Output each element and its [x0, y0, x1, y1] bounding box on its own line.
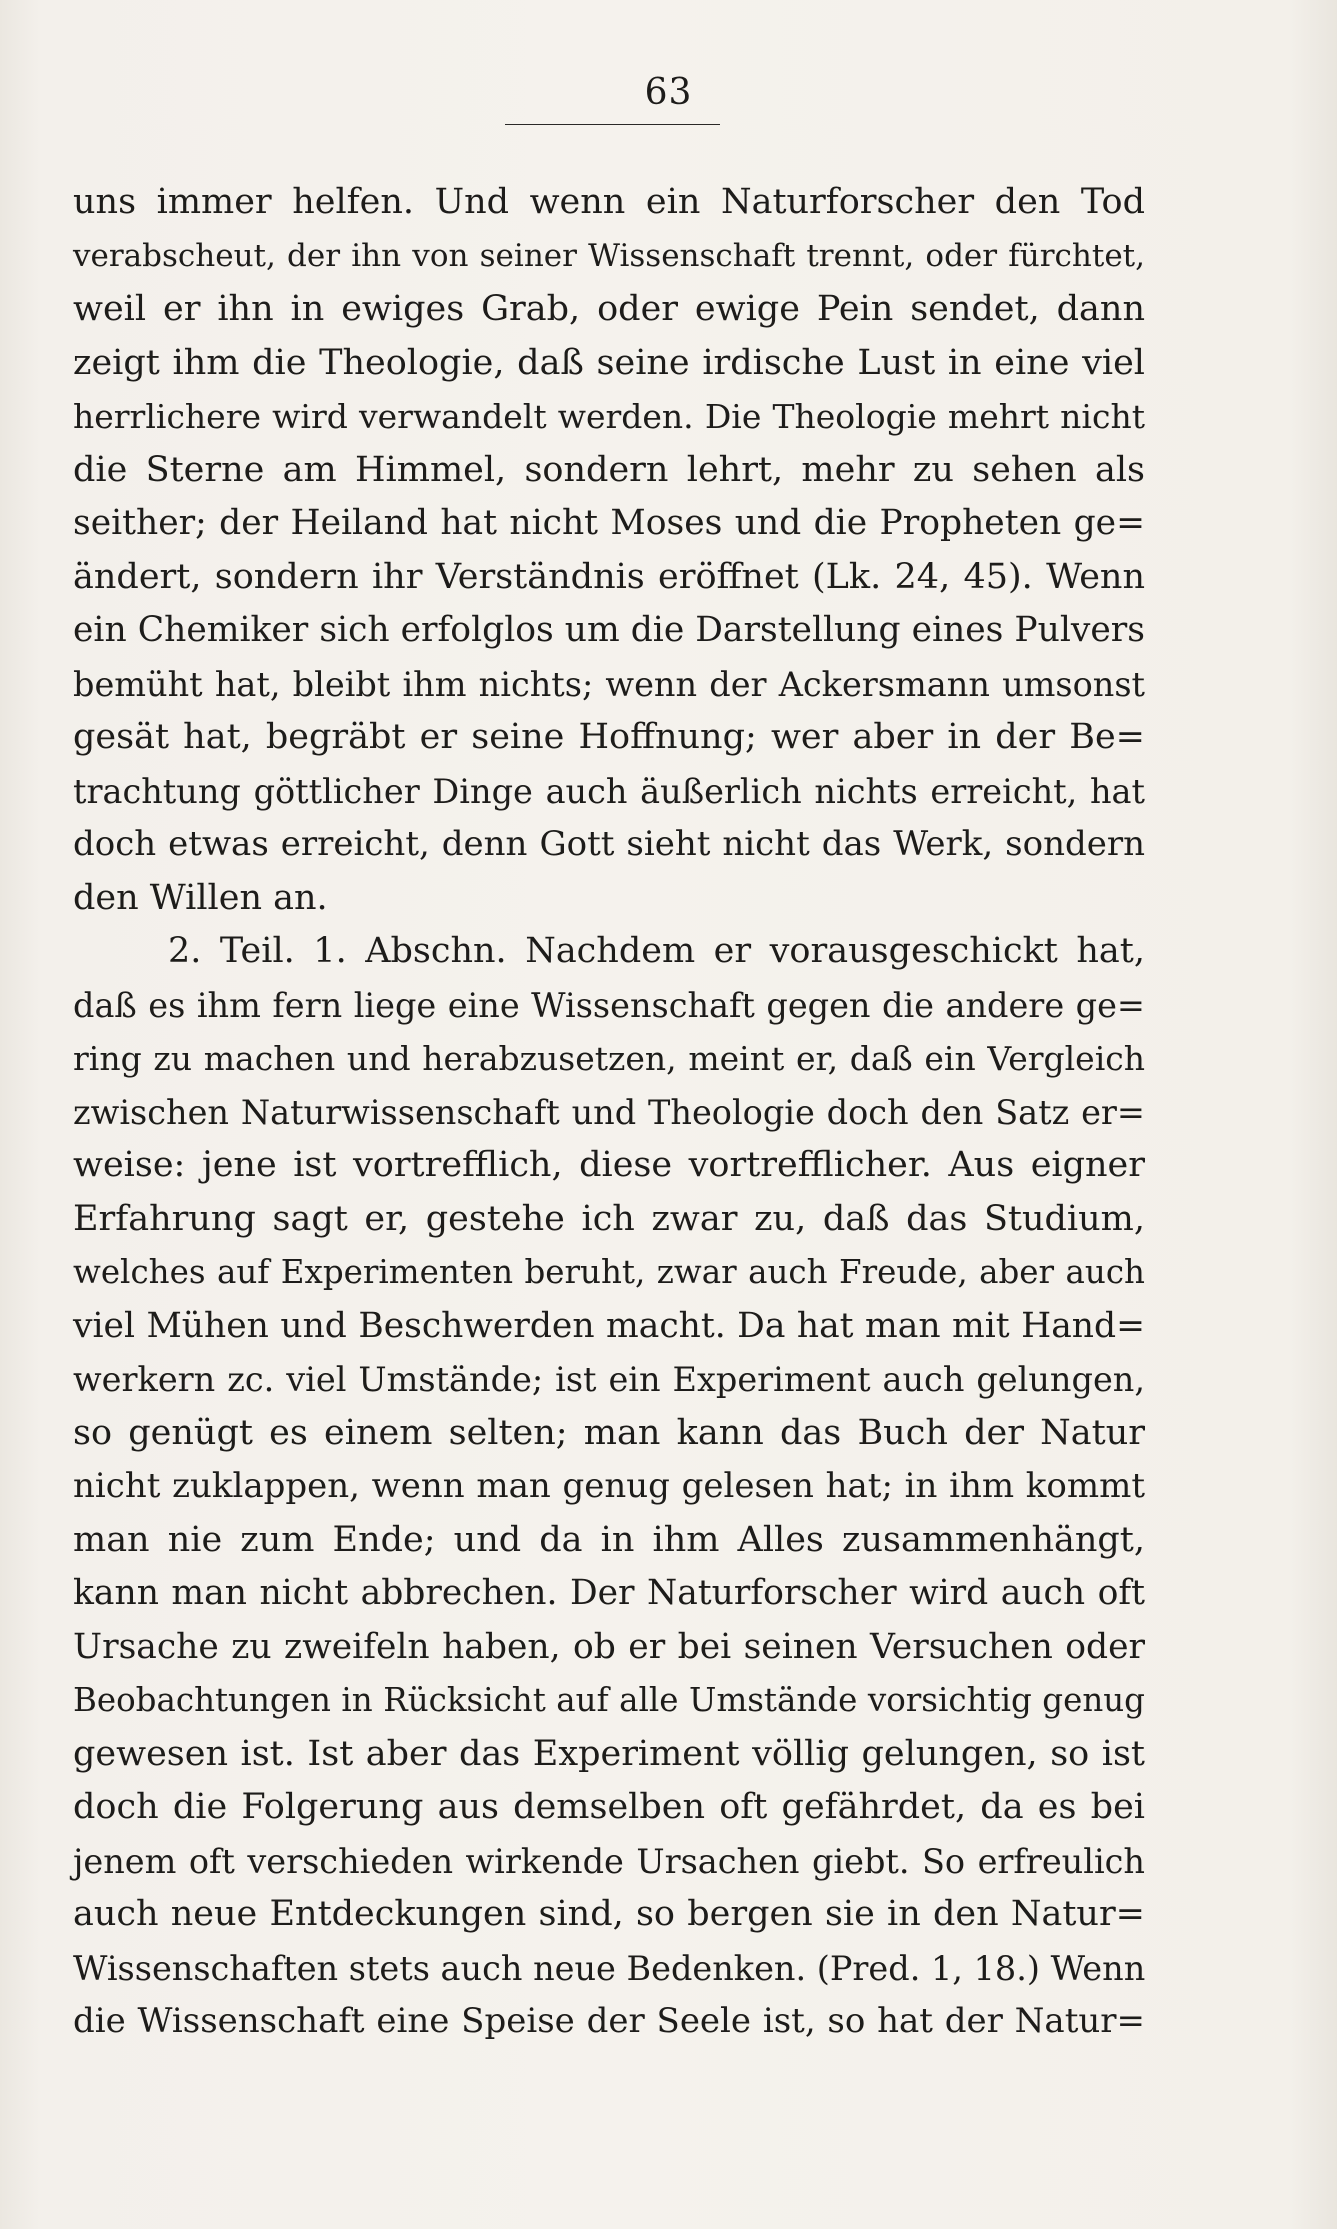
- text-line: ring zu machen und herabzusetzen, meint er, daß ein Vergleich: [73, 1039, 1145, 1078]
- text-line: jenem oft verschieden wirkende Ursachen giebt. So erfreulich: [73, 1841, 1145, 1881]
- text-line: zeigt ihm die Theologie, daß seine irdische Lust in eine viel: [73, 342, 1145, 383]
- text-line: man nie zum Ende; und da in ihm Alles zusammenhängt,: [73, 1519, 1145, 1560]
- text-line: so genügt es einem selten; man kann das Buch der Natur: [73, 1412, 1145, 1453]
- text-line: zwischen Naturwissenschaft und Theologie doch den Satz er=: [73, 1092, 1145, 1132]
- text-line: daß es ihm fern liege eine Wissenschaft gegen die andere ge=: [73, 985, 1145, 1025]
- paragraph-end-line: den Willen an.: [73, 877, 328, 918]
- text-line: Beobachtungen in Rücksicht auf alle Umstände vorsichtig genug: [73, 1681, 1145, 1719]
- text-line: verabscheut, der ihn von seiner Wissenschaft trennt, oder fürchtet,: [73, 237, 1145, 274]
- text-line: die Sterne am Himmel, sondern lehrt, mehr zu sehen als: [73, 449, 1145, 490]
- text-line: welches auf Experimenten beruht, zwar auch Freude, aber auch: [73, 1253, 1145, 1291]
- text-line: weise: jene ist vortrefflich, diese vortrefflicher. Aus eigner: [73, 1145, 1145, 1185]
- text-line: seither; der Heiland hat nicht Moses und die Propheten ge=: [73, 503, 1145, 543]
- text-line: Erfahrung sagt er, gestehe ich zwar zu, daß das Studium,: [73, 1198, 1145, 1239]
- text-line: viel Mühen und Beschwerden macht. Da hat man mit Hand=: [73, 1305, 1145, 1346]
- text-line: ein Chemiker sich erfolglos um die Darstellung eines Pulvers: [73, 610, 1145, 650]
- text-line: Ursache zu zweifeln haben, ob er bei seinen Versuchen oder: [73, 1626, 1145, 1667]
- text-line: nicht zuklappen, wenn man genug gelesen hat; in ihm kommt: [73, 1466, 1145, 1506]
- text-line: werkern zc. viel Umstände; ist ein Experiment auch gelungen,: [73, 1360, 1145, 1399]
- body-text: [73, 176, 1145, 2049]
- text-line: weil er ihn in ewiges Grab, oder ewige Pein sendet, dann: [73, 289, 1145, 329]
- text-line: kann man nicht abbrechen. Der Naturforscher wird auch oft: [73, 1573, 1145, 1613]
- text-line: ändert, sondern ihr Verständnis eröffnet (Lk. 24, 45). Wenn: [73, 556, 1145, 597]
- page-number: 63: [644, 72, 693, 113]
- section-heading-line: 2. Teil. 1. Abschn. Nachdem er vorausgeschickt hat,: [168, 931, 1145, 971]
- text-line: trachtung göttlicher Dinge auch äußerlich nichts erreicht, hat: [73, 771, 1145, 811]
- text-line: bemüht hat, bleibt ihm nichts; wenn der Ackersmann umsonst: [73, 664, 1145, 704]
- text-line: auch neue Entdeckungen sind, so bergen sie in den Natur=: [73, 1894, 1145, 1934]
- text-line: doch die Folgerung aus demselben oft gefährdet, da es bei: [73, 1787, 1145, 1827]
- text-line: uns immer helfen. Und wenn ein Naturforscher den Tod: [73, 182, 1145, 222]
- text-line: die Wissenschaft eine Speise der Seele ist, so hat der Natur=: [73, 2001, 1145, 2041]
- header-rule: [505, 124, 720, 125]
- text-line: Wissenschaften stets auch neue Bedenken. (Pred. 1, 18.) Wenn: [73, 1948, 1146, 1988]
- text-line: gesät hat, begräbt er seine Hoffnung; wer aber in der Be=: [73, 717, 1145, 757]
- text-line: gewesen ist. Ist aber das Experiment völlig gelungen, so ist: [73, 1733, 1145, 1774]
- text-line: doch etwas erreicht, denn Gott sieht nicht das Werk, sondern: [73, 824, 1145, 864]
- text-line: herrlichere wird verwandelt werden. Die Theologie mehrt nicht: [73, 397, 1145, 436]
